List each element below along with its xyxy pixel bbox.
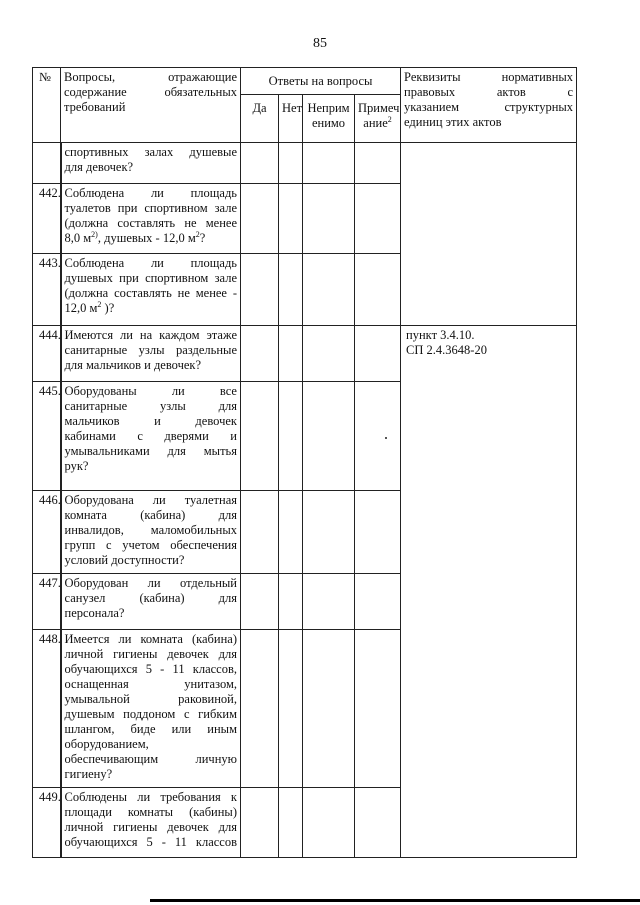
answer-na-cell[interactable] — [303, 491, 355, 574]
answer-note-cell[interactable] — [355, 788, 401, 858]
question-cell: Оборудован ли отдельный санузел (кабина) для персонала? — [61, 574, 241, 630]
answer-yes-cell[interactable] — [241, 326, 279, 382]
question-cell: Соблюдены ли требования к площади комнаты (кабины) личной гигиены девочек для обучающихся 5 - 11 классов — [61, 788, 241, 858]
page-number: 85 — [313, 36, 327, 51]
header-answers: Ответы на вопросы — [241, 68, 401, 95]
header-questions: Вопросы, отражающие содержание обязательных требований — [61, 68, 241, 143]
question-cell: Имеется ли комната (кабина) личной гигиены девочек для обучающихся 5 - 11 классов, оснащенная унитазом, умывальной раковиной, душевым поддоном с гибким шлангом, биде или иным оборудованием, обеспечивающим личную гигиену? — [61, 630, 241, 788]
row-number: 446. — [33, 491, 61, 574]
answer-yes-cell[interactable] — [241, 491, 279, 574]
header-num: № — [33, 68, 61, 143]
answer-note-cell[interactable] — [355, 143, 401, 184]
answer-note-cell[interactable] — [355, 382, 401, 491]
row-number — [33, 143, 61, 184]
answer-no-cell[interactable] — [279, 630, 303, 788]
answer-no-cell[interactable] — [279, 184, 303, 254]
row-number: 445. — [33, 382, 61, 491]
header-no: Нет — [279, 95, 303, 143]
answer-note-cell[interactable] — [355, 491, 401, 574]
table-row — [33, 143, 577, 184]
row-number: 442. — [33, 184, 61, 254]
row-number: 443. — [33, 254, 61, 326]
question-cell: Соблюдена ли площадь туалетов при спортивном зале (должна составлять не менее 8,0 $м^{2)}$, душевых - 12,0 $м^2$? — [61, 184, 241, 254]
header-yes: Да — [241, 95, 279, 143]
question-cell: Соблюдена ли площадь душевых при спортивном зале (должна составлять не менее - 12,0 $м^2$ )? — [61, 254, 241, 326]
header-note: Примеч ание$^2$ — [355, 95, 401, 143]
answer-no-cell[interactable] — [279, 326, 303, 382]
requirements-table — [32, 67, 577, 858]
answer-no-cell[interactable] — [279, 254, 303, 326]
answer-note-cell[interactable] — [355, 184, 401, 254]
question-cell: Оборудована ли туалетная комната (кабина) для инвалидов, маломобильных групп с учетом обеспечения условий доступности? — [61, 491, 241, 574]
answer-no-cell[interactable] — [279, 491, 303, 574]
answer-na-cell[interactable] — [303, 630, 355, 788]
answer-no-cell[interactable] — [279, 788, 303, 858]
row-number: 447. — [33, 574, 61, 630]
answer-na-cell[interactable] — [303, 184, 355, 254]
header-requisites: Реквизиты нормативных правовых актов с указанием структурных единиц этих актов — [401, 68, 577, 143]
table-row — [33, 326, 577, 382]
answer-yes-cell[interactable] — [241, 254, 279, 326]
row-number: 444. — [33, 326, 61, 382]
scan-speck — [385, 437, 387, 439]
answer-na-cell[interactable] — [303, 326, 355, 382]
requisites-cell: пункт 3.4.10. СП 2.4.3648-20 — [401, 326, 577, 858]
answer-yes-cell[interactable] — [241, 630, 279, 788]
row-number: 449. — [33, 788, 61, 858]
answer-na-cell[interactable] — [303, 382, 355, 491]
answer-note-cell[interactable] — [355, 326, 401, 382]
question-cell: Имеются ли на каждом этаже санитарные узлы раздельные для мальчиков и девочек? — [61, 326, 241, 382]
requirements-table-container — [32, 67, 576, 858]
answer-note-cell[interactable] — [355, 254, 401, 326]
scan-bottom-edge — [150, 899, 640, 902]
header-not-applicable: Неприм енимо — [303, 95, 355, 143]
answer-yes-cell[interactable] — [241, 574, 279, 630]
answer-note-cell[interactable] — [355, 574, 401, 630]
row-number: 448. — [33, 630, 61, 788]
requisites-cell — [401, 143, 577, 326]
answer-na-cell[interactable] — [303, 143, 355, 184]
question-cell: спортивных залах душевые для девочек? — [61, 143, 241, 184]
answer-no-cell[interactable] — [279, 143, 303, 184]
question-cell: Оборудованы ли все санитарные узлы для мальчиков и девочек кабинами с дверями и умывальниками для мытья рук? — [61, 382, 241, 491]
answer-yes-cell[interactable] — [241, 788, 279, 858]
answer-yes-cell[interactable] — [241, 184, 279, 254]
answer-na-cell[interactable] — [303, 574, 355, 630]
answer-yes-cell[interactable] — [241, 382, 279, 491]
answer-no-cell[interactable] — [279, 574, 303, 630]
answer-no-cell[interactable] — [279, 382, 303, 491]
answer-yes-cell[interactable] — [241, 143, 279, 184]
answer-na-cell[interactable] — [303, 788, 355, 858]
answer-note-cell[interactable] — [355, 630, 401, 788]
answer-na-cell[interactable] — [303, 254, 355, 326]
